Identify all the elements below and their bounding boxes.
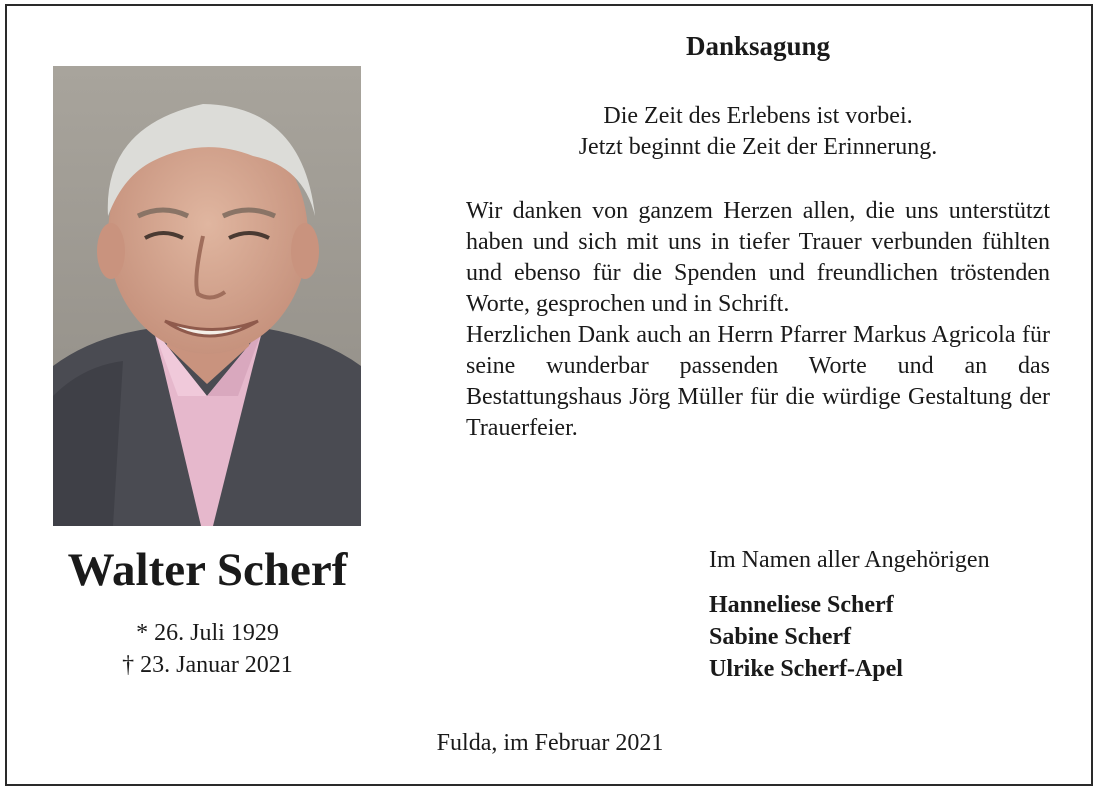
birth-date: * 26. Juli 1929 (136, 620, 279, 646)
motto (466, 101, 1050, 163)
portrait-photo (53, 66, 361, 526)
place-and-date: Fulda, im Februar 2021 (436, 730, 664, 756)
relatives-list (709, 589, 903, 685)
signoff-text: Im Namen aller Angehörigen (709, 547, 990, 573)
death-date: † 23. Januar 2021 (122, 652, 293, 678)
relative-name: Ulrike Scherf-Apel (709, 656, 903, 682)
motto-line-2: Jetzt beginnt die Zeit der Erinnerung. (578, 134, 938, 160)
life-dates (30, 617, 385, 681)
relative-name: Hanneliese Scherf (709, 592, 894, 618)
thank-you-paragraph-1: Wir danken von ganzem Herzen allen, die uns unterstützt haben und sich mit uns in tiefer Trauer verbunden fühlten und ebenso für die Spenden und freundlichen tröstenden Worte, gesprochen und in Schrift. (466, 198, 1050, 317)
deceased-name: Walter Scherf (67, 544, 348, 596)
motto-line-1: Die Zeit des Erlebens ist vorbei. (603, 103, 913, 129)
relative-name: Sabine Scherf (709, 624, 852, 650)
heading-danksagung: Danksagung (685, 31, 831, 61)
thank-you-paragraph-2: Herzlichen Dank auch an Herrn Pfarrer Markus Agricola für seine wunderbar passenden Worte und an das Bestattungshaus Jörg Müller für die würdige Gestaltung der Trauerfeier. (466, 322, 1050, 441)
thank-you-text (466, 196, 1050, 444)
